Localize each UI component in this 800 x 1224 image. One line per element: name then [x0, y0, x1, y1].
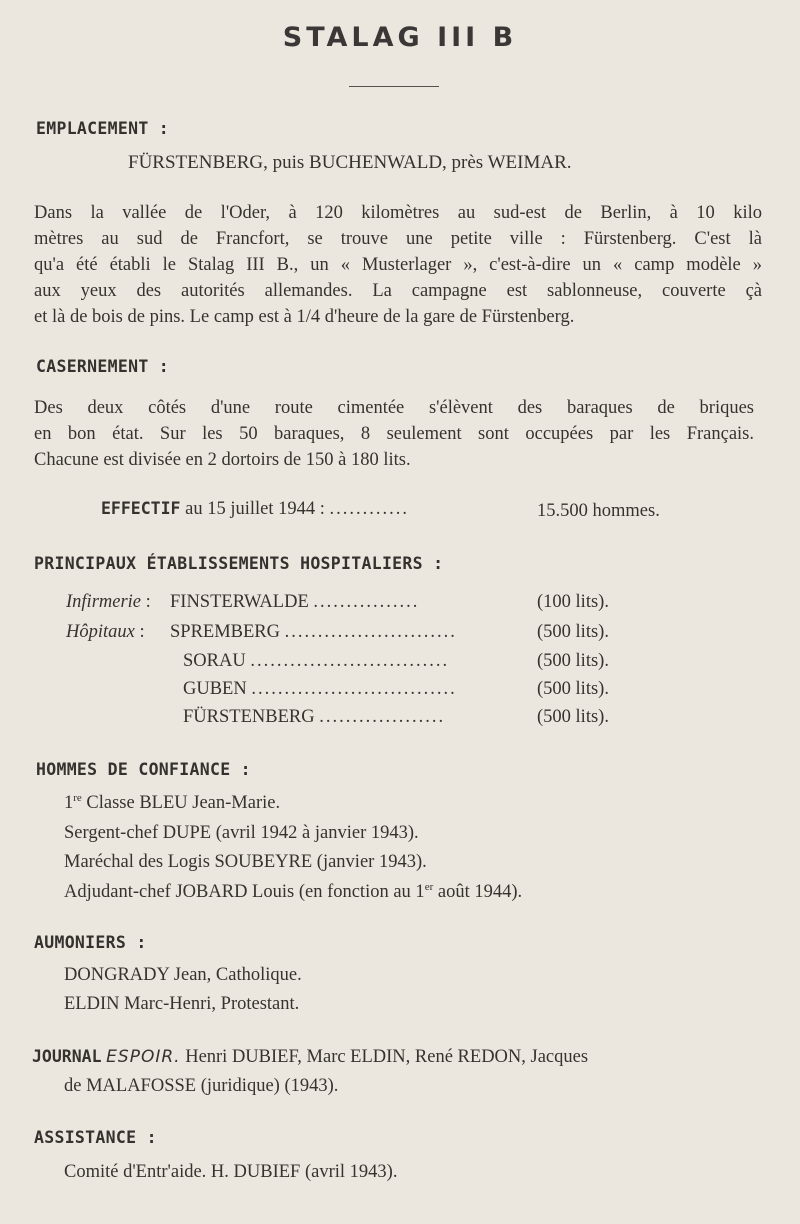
confiance-entry: Adjudant-chef JOBARD Louis (en fonction au 1er août 1944). [64, 881, 523, 902]
effectif-label: EFFECTIF [101, 499, 181, 518]
effectif-leader: ............ [329, 499, 409, 519]
confiance-entry: Maréchal des Logis SOUBEYRE (janvier 1943). [64, 852, 427, 872]
journal-label: JOURNAL [32, 1047, 102, 1066]
hospital-category: Infirmerie : [66, 592, 151, 612]
hospitaliers-heading: PRINCIPAUX ÉTABLISSEMENTS HOSPITALIERS : [34, 554, 444, 573]
title-divider [349, 86, 439, 87]
hospital-name: SORAU .............................. [183, 651, 450, 671]
hospital-beds: (500 lits). [537, 679, 609, 699]
casernement-line: en bon état. Sur les 50 baraques, 8 seulement sont occupées par les Français. [34, 424, 754, 444]
hospital-name: SPREMBERG .......................... [170, 622, 457, 642]
journal-contributors: Henri DUBIEF, Marc ELDIN, René REDON, Jacques [185, 1047, 589, 1067]
casernement-line: Chacune est divisée en 2 dortoirs de 150 à 180 lits. [34, 450, 411, 470]
journal-line [32, 1047, 588, 1068]
aumonier-entry: DONGRADY Jean, Catholique. [64, 965, 302, 985]
hospital-name: FINSTERWALDE ................ [170, 592, 420, 612]
confiance-heading: HOMMES DE CONFIANCE : [36, 760, 251, 779]
assistance-entry: Comité d'Entr'aide. H. DUBIEF (avril 1943). [64, 1162, 398, 1182]
emplacement-line: Dans la vallée de l'Oder, à 120 kilomètres au sud-est de Berlin, à 10 kilo [34, 203, 762, 223]
hospital-beds: (500 lits). [537, 622, 609, 642]
journal-name: ESPOIR. [106, 1047, 181, 1067]
emplacement-line: aux yeux des autorités allemandes. La campagne est sablonneuse, couverte çà [34, 281, 762, 301]
emplacement-description [34, 200, 762, 330]
emplacement-line: et là de bois de pins. Le camp est à 1/4 d'heure de la gare de Fürstenberg. [34, 307, 575, 327]
casernement-line: Des deux côtés d'une route cimentée s'élèvent des baraques de briques [34, 398, 754, 418]
hospital-beds: (500 lits). [537, 707, 609, 727]
aumoniers-heading: AUMONIERS : [34, 933, 147, 952]
aumonier-entry: ELDIN Marc-Henri, Protestant. [64, 994, 300, 1014]
casernement-heading: CASERNEMENT : [36, 357, 170, 376]
confiance-entry: 1re Classe BLEU Jean-Marie. [64, 792, 281, 813]
hospital-name: GUBEN ............................... [183, 679, 457, 699]
confiance-entry: Sergent-chef DUPE (avril 1942 à janvier 1943). [64, 823, 419, 843]
hospital-beds: (500 lits). [537, 651, 609, 671]
assistance-heading: ASSISTANCE : [34, 1128, 157, 1147]
hospital-category: Hôpitaux : [66, 622, 145, 642]
effectif-line [101, 499, 409, 520]
emplacement-line: qu'a été établi le Stalag III B., un « Musterlager », c'est-à-dire un « camp modèle » [34, 255, 762, 275]
hospital-beds: (100 lits). [537, 592, 609, 612]
emplacement-line: mètres au sud de Francfort, se trouve une petite ville : Fürstenberg. C'est là [34, 229, 762, 249]
journal-line-2: de MALAFOSSE (juridique) (1943). [64, 1076, 339, 1096]
effectif-date: au 15 juillet 1944 : [185, 499, 325, 519]
casernement-description [34, 395, 754, 473]
hospital-name: FÜRSTENBERG ................... [183, 707, 446, 727]
page-title: STALAG III B [282, 22, 518, 53]
emplacement-heading: EMPLACEMENT : [36, 119, 170, 138]
effectif-value: 15.500 hommes. [537, 501, 660, 521]
emplacement-location: FÜRSTENBERG, puis BUCHENWALD, près WEIMAR. [128, 152, 572, 173]
